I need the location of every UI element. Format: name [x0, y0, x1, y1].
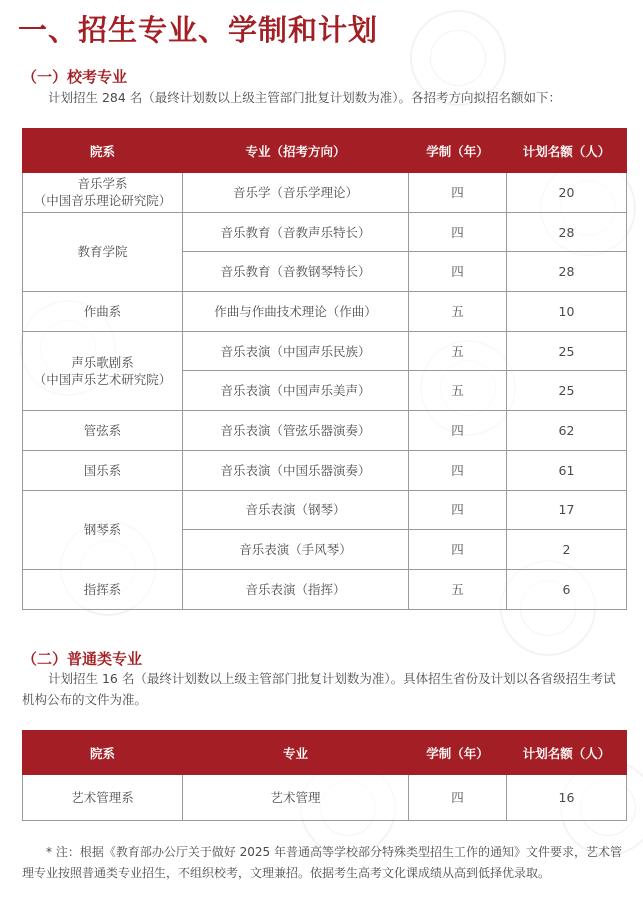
dept-cell: 艺术管理系 [23, 775, 183, 821]
dept-cell: 声乐歌剧系 （中国声乐艺术研究院） [23, 331, 183, 410]
section1-heading: （一）校考专业 [22, 68, 128, 86]
major-cell: 音乐表演（管弦乐器演奏） [183, 411, 409, 451]
years-cell: 四 [409, 212, 507, 252]
years-cell: 四 [409, 450, 507, 490]
major-cell: 音乐表演（中国声乐民族） [183, 331, 409, 371]
major-cell: 音乐表演（手风琴） [183, 530, 409, 570]
dept-cell: 指挥系 [23, 569, 183, 609]
dept-cell: 音乐学系 （中国音乐理论研究院） [23, 173, 183, 213]
quota-cell: 6 [507, 569, 627, 609]
years-cell: 四 [409, 411, 507, 451]
section2-heading: （二）普通类专业 [22, 650, 143, 668]
major-cell: 音乐表演（中国乐器演奏） [183, 450, 409, 490]
major-cell: 音乐学（音乐学理论） [183, 173, 409, 213]
years-cell: 四 [409, 775, 507, 821]
column-header: 院系 [23, 129, 183, 173]
major-cell: 音乐教育（音教钢琴特长） [183, 252, 409, 292]
years-cell: 五 [409, 569, 507, 609]
major-cell: 音乐表演（指挥） [183, 569, 409, 609]
table-row [23, 212, 627, 252]
major-cell: 音乐教育（音教声乐特长） [183, 212, 409, 252]
table-header-row [23, 731, 627, 775]
quota-cell: 61 [507, 450, 627, 490]
years-cell: 四 [409, 173, 507, 213]
quota-cell: 28 [507, 212, 627, 252]
years-cell: 四 [409, 490, 507, 530]
years-cell: 五 [409, 331, 507, 371]
quota-cell: 20 [507, 173, 627, 213]
quota-cell: 25 [507, 371, 627, 411]
major-cell: 艺术管理 [183, 775, 409, 821]
column-header: 院系 [23, 731, 183, 775]
footnote: * 注：根据《教育部办公厅关于做好 2025 年普通高等学校部分特殊类型招生工作的通知》文件要求，艺术管理专业按照普通类专业招生，不组织校考，文理兼招。依据考生高考文化课成绩从高到低择优录取。 [22, 845, 622, 880]
column-header: 学制（年） [409, 731, 507, 775]
dept-cell: 作曲系 [23, 292, 183, 332]
quota-cell: 28 [507, 252, 627, 292]
quota-cell: 25 [507, 331, 627, 371]
general-major-quota-table [22, 730, 627, 821]
years-cell: 五 [409, 371, 507, 411]
table-row [23, 292, 627, 332]
table-row [23, 775, 627, 821]
dept-cell: 钢琴系 [23, 490, 183, 569]
column-header: 专业（招考方向） [183, 129, 409, 173]
table-row [23, 331, 627, 371]
quota-cell: 16 [507, 775, 627, 821]
table-row [23, 450, 627, 490]
dept-cell: 教育学院 [23, 212, 183, 291]
table-row [23, 173, 627, 213]
major-cell: 作曲与作曲技术理论（作曲） [183, 292, 409, 332]
table-row [23, 411, 627, 451]
quota-cell: 10 [507, 292, 627, 332]
years-cell: 四 [409, 252, 507, 292]
column-header: 专业 [183, 731, 409, 775]
quota-cell: 2 [507, 530, 627, 570]
major-cell: 音乐表演（钢琴） [183, 490, 409, 530]
column-header: 计划名额（人） [507, 129, 627, 173]
table-row [23, 569, 627, 609]
section2-intro: 计划招生 16 名（最终计划数以上级主管部门批复计划数为准）。具体招生省份及计划以各省级招生考试机构公布的文件为准。 [22, 671, 616, 707]
column-header: 学制（年） [409, 129, 507, 173]
major-cell: 音乐表演（中国声乐美声） [183, 371, 409, 411]
years-cell: 四 [409, 530, 507, 570]
table-row [23, 490, 627, 530]
school-exam-quota-table [22, 128, 627, 610]
section1-intro: 计划招生 284 名（最终计划数以上级主管部门批复计划数为准）。各招考方向拟招名额如下： [48, 90, 562, 105]
page-title: 一、招生专业、学制和计划 [18, 13, 379, 47]
dept-cell: 管弦系 [23, 411, 183, 451]
years-cell: 五 [409, 292, 507, 332]
table-header-row [23, 129, 627, 173]
quota-cell: 17 [507, 490, 627, 530]
quota-cell: 62 [507, 411, 627, 451]
dept-cell: 国乐系 [23, 450, 183, 490]
column-header: 计划名额（人） [507, 731, 627, 775]
